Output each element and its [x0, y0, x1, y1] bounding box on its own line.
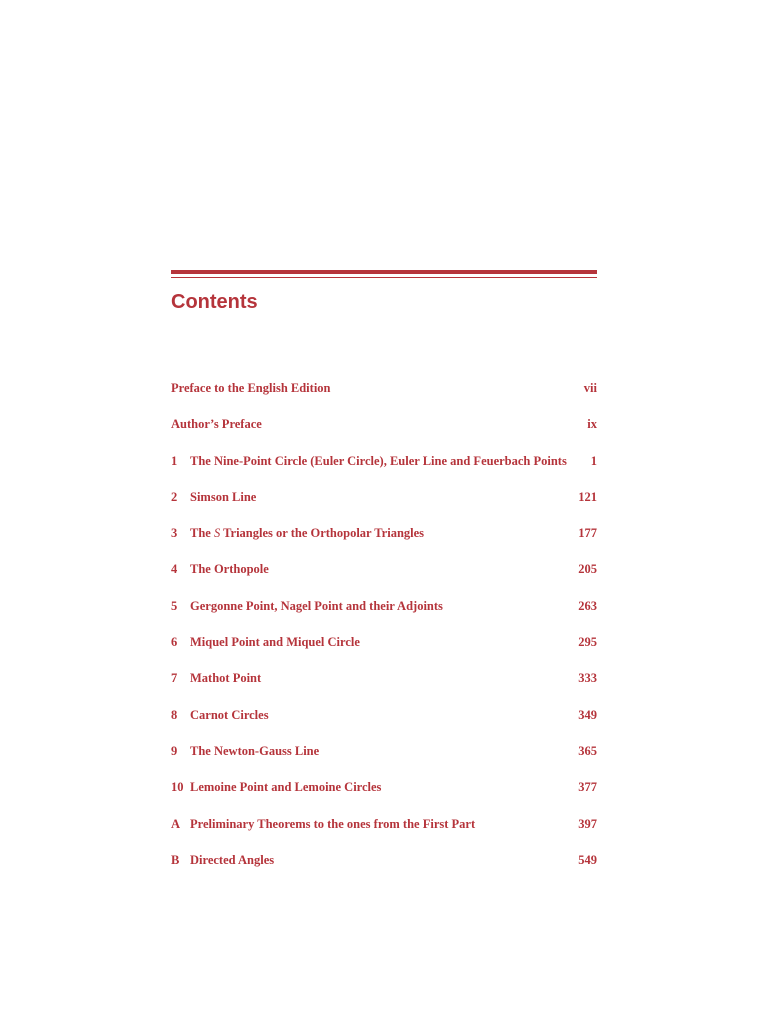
toc-entry-title: The Nine-Point Circle (Euler Circle), Euler Line and Feuerbach Points [190, 453, 567, 468]
table-of-contents [171, 380, 597, 888]
toc-entry-number: 1 [171, 453, 178, 468]
toc-entry-title: Preface to the English Edition [171, 381, 331, 395]
toc-entry-title-italic: S [213, 526, 221, 541]
toc-entry-number: 5 [171, 598, 178, 613]
toc-entry-chapter-4[interactable] [171, 561, 597, 597]
toc-entry-chapter-7[interactable] [171, 670, 597, 706]
toc-entry-appendix-a[interactable] [171, 816, 597, 852]
toc-entry-title: Directed Angles [190, 852, 275, 867]
toc-entry-authors-preface[interactable] [171, 416, 597, 452]
header-rule-thick [171, 270, 597, 274]
toc-entry-title-pre: The [190, 526, 214, 541]
header-rule-thin [171, 277, 597, 278]
toc-entry-title: Author’s Preface [171, 417, 262, 432]
toc-entry-page: 333 [578, 671, 597, 686]
toc-entry-page: 349 [578, 707, 597, 722]
toc-entry-page: 377 [578, 780, 597, 795]
toc-entry-chapter-1[interactable] [171, 453, 597, 489]
toc-entry-chapter-6[interactable] [171, 634, 597, 670]
toc-entry-chapter-9[interactable] [171, 743, 597, 779]
toc-entry-title: Miquel Point and Miquel Circle [190, 635, 360, 650]
toc-entry-title-post: Triangles or the Orthopolar Triangles [220, 526, 425, 541]
toc-entry-number: 2 [171, 489, 178, 504]
toc-entry-title: Mathot Point [190, 671, 262, 686]
page-title: Contents [171, 291, 258, 313]
toc-entry-title: The Newton-Gauss Line [190, 743, 320, 758]
toc-entry-title: Gergonne Point, Nagel Point and their Adjoints [190, 598, 443, 613]
toc-entry-chapter-5[interactable] [171, 598, 597, 634]
toc-entry-page: 1 [590, 453, 597, 468]
toc-entry-page: vii [583, 381, 597, 395]
toc-entry-page: 121 [578, 489, 597, 504]
contents-page [171, 270, 597, 867]
toc-entry-title [190, 525, 572, 541]
toc-entry-number: A [171, 816, 181, 831]
toc-entry-chapter-8[interactable] [171, 707, 597, 743]
toc-entry-number: 9 [171, 743, 178, 758]
toc-entry-chapter-10[interactable] [171, 779, 597, 815]
toc-entry-page: 177 [578, 526, 597, 541]
toc-entry-page: 397 [578, 816, 597, 831]
toc-entry-appendix-b[interactable] [171, 852, 597, 888]
toc-entry-chapter-3[interactable] [171, 525, 597, 561]
toc-entry-number: 4 [171, 562, 178, 577]
toc-entry-page: 549 [578, 852, 597, 867]
toc-entry-number: 10 [171, 780, 184, 795]
toc-entry-page: 263 [578, 598, 597, 613]
toc-entry-number: 8 [171, 707, 178, 722]
toc-entry-title: Simson Line [190, 489, 257, 504]
toc-entry-page: ix [587, 417, 597, 432]
toc-entry-title: Preliminary Theorems to the ones from the First Part [190, 816, 476, 831]
toc-entry-title: The Orthopole [190, 562, 269, 577]
toc-entry-preface-english[interactable] [171, 380, 597, 416]
toc-entry-page: 205 [578, 562, 597, 577]
toc-entry-number: 7 [171, 671, 178, 686]
toc-entry-number: 3 [171, 526, 178, 541]
toc-entry-title: Carnot Circles [190, 707, 269, 722]
toc-entry-chapter-2[interactable] [171, 489, 597, 525]
toc-entry-title: Lemoine Point and Lemoine Circles [190, 780, 382, 795]
toc-entry-number: 6 [171, 635, 178, 650]
toc-entry-page: 365 [578, 743, 597, 758]
toc-entry-page: 295 [578, 635, 597, 650]
toc-entry-number: B [171, 852, 180, 867]
